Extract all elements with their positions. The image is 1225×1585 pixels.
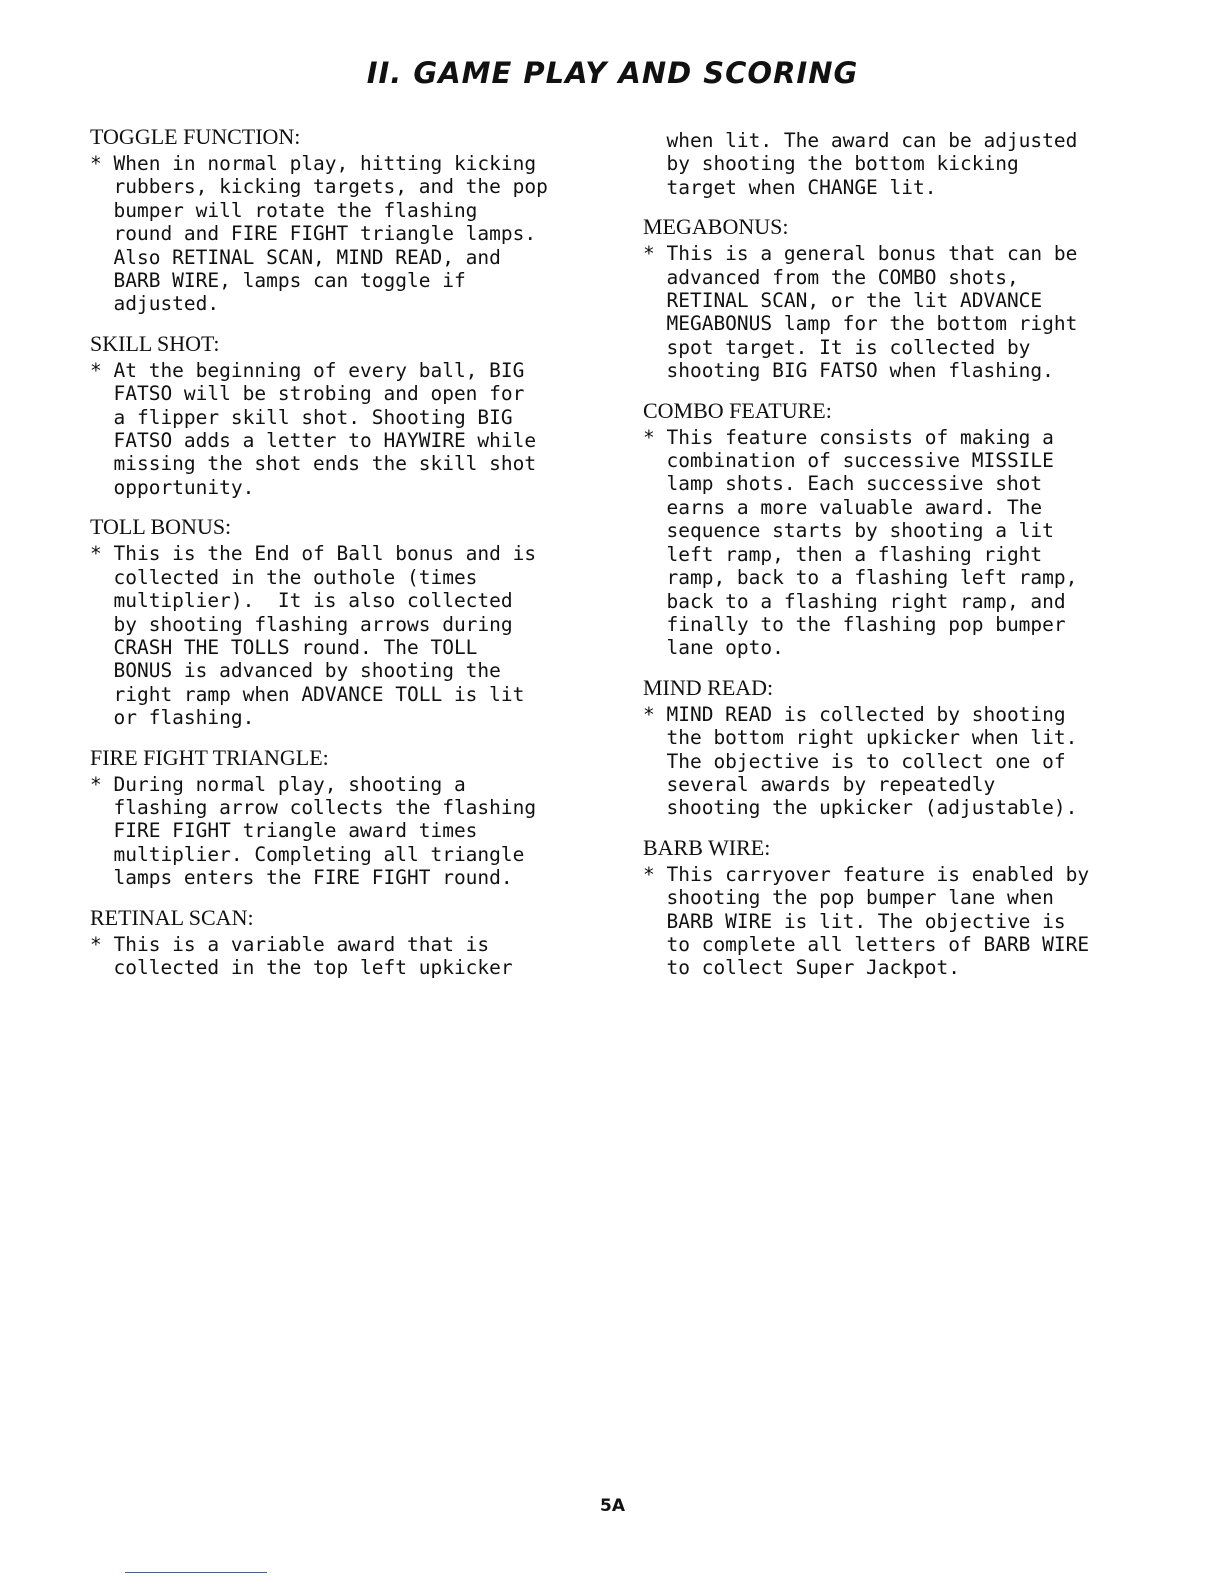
section-body: when lit. The award can be adjusted by shooting the bottom kicking target when CHANGE lit. (666, 129, 1078, 199)
section-body: * This is a general bonus that can be advanced from the COMBO shots, RETINAL SCAN, or the lit ADVANCE MEGABONUS lamp for the bottom right spot target. It is collected by shooting BIG FATSO when flashing. (643, 242, 1078, 383)
section-body: * At the beginning of every ball, BIG FATSO will be strobing and open for a flipper skill shot. Shooting BIG FATSO adds a letter to HAYWIRE while missing the shot ends the skill shot opportunity. (90, 358, 537, 499)
section-body: * When in normal play, hitting kicking rubbers, kicking targets, and the pop bumper will rotate the flashing round and FIRE FIGHT triangle lamps. Also RETINAL SCAN, MIND READ, and BARB WIRE, lamps can toggle if adjusted. (90, 152, 548, 316)
section-body: * This is the End of Ball bonus and is collected in the outhole (times multiplier). It is also collected by shooting flashing arrows during CRASH THE TOLLS round. The TOLL BONUS is advanced by shooting the right ramp when ADVANCE TOLL is lit or flashing. (90, 542, 537, 730)
section-barb-wire (643, 836, 1183, 980)
section-retinal-scan-continued (643, 129, 1183, 199)
left-column (90, 125, 640, 979)
section-body: * MIND READ is collected by shooting the bottom right upkicker when lit. The objective is to collect one of several awards by repeatedly shooting the upkicker (adjustable). (643, 702, 1078, 820)
section-heading: RETINAL SCAN: (90, 904, 254, 930)
right-column (643, 125, 1183, 980)
section-body: * This carryover feature is enabled by shooting the pop bumper lane when BARB WIRE is lit. The objective is to complete all letters of BARB WIRE to collect Super Jackpot. (643, 862, 1090, 980)
section-combo-feature (643, 399, 1183, 660)
section-megabonus (643, 215, 1183, 382)
section-heading: FIRE FIGHT TRIANGLE: (90, 744, 329, 770)
section-fire-fight-triangle (90, 746, 640, 890)
section-body: * This is a variable award that is collected in the top left upkicker (90, 932, 513, 979)
section-heading: MIND READ: (643, 674, 774, 700)
section-toggle-function (90, 125, 640, 316)
page-title: II. GAME PLAY AND SCORING (366, 56, 859, 90)
section-heading: TOLL BONUS: (90, 514, 232, 540)
section-body: * During normal play, shooting a flashing arrow collects the flashing FIRE FIGHT triangle award times multiplier. Completing all triangle lamps enters the FIRE FIGHT round. (90, 772, 537, 890)
section-retinal-scan (90, 906, 640, 980)
section-heading: SKILL SHOT: (90, 330, 220, 356)
section-mind-read (643, 676, 1183, 820)
section-body: * This feature consists of making a combination of successive MISSILE lamp shots. Each successive shot earns a more valuable award. The sequence starts by shooting a lit left ramp, then a flashing right ramp, back to a flashing left ramp, back to a flashing right ramp, and finally to the flashing pop bumper lane opto. (643, 425, 1078, 660)
section-heading: BARB WIRE: (643, 834, 771, 860)
page-number: 5A (600, 1496, 625, 1516)
section-skill-shot (90, 332, 640, 499)
section-heading: MEGABONUS: (643, 214, 789, 240)
scan-mark-line (125, 1572, 267, 1573)
section-heading: TOGGLE FUNCTION: (90, 124, 301, 149)
section-toll-bonus (90, 515, 640, 729)
section-heading: COMBO FEATURE: (643, 397, 832, 423)
